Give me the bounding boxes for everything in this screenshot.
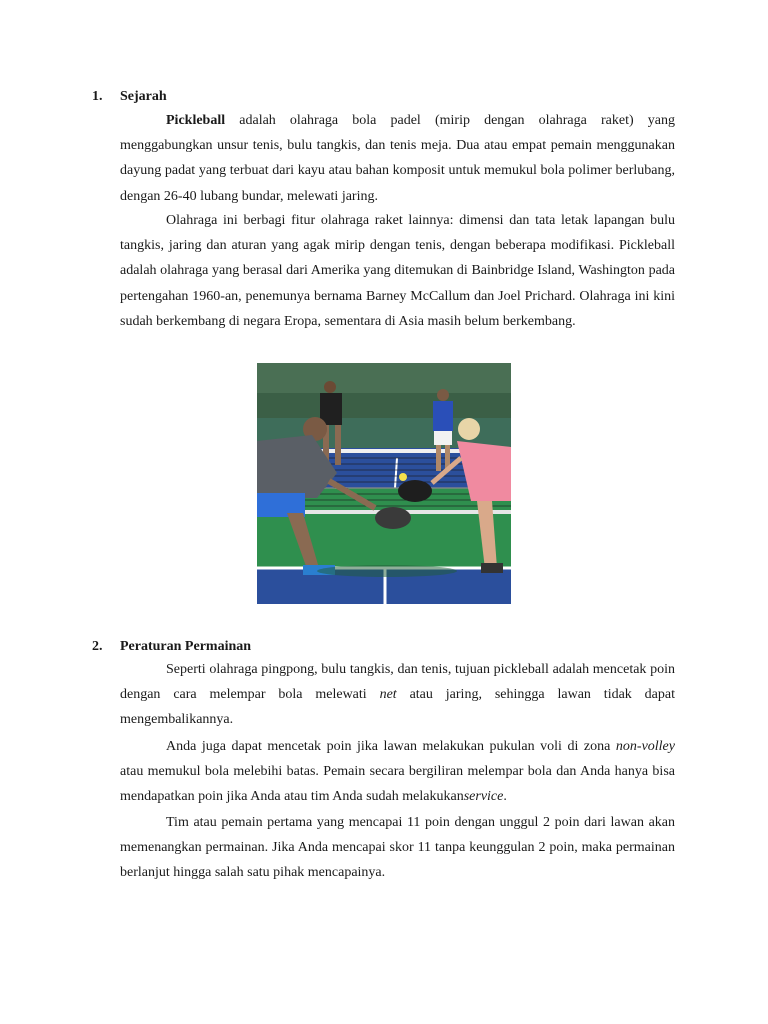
section-number: 1. xyxy=(92,89,103,104)
paragraph-sejarah-2: Olahraga ini berbagi fitur olahraga raket lainnya: dimensi dan tata letak lapangan bulu tangkis, jaring dan aturan yang agak mirip dengan tenis, dengan beberapa modifikasi. Pickleball adalah olahraga yang berasal dari Amerika yang ditemukan di Bainbridge Island, Washington pada pertengahan 1960-an, penemunya bernama Barney McCallum dan Joel Prichard. Olahraga ini kini sudah berkembang di negara Eropa, sementara di Asia masih belum berkembang. xyxy=(120,213,675,329)
paragraph-peraturan-3: Tim atau pemain pertama yang mencapai 11 poin dengan unggul 2 poin dari lawan akan memenangkan permainan. Jika Anda mencapai skor 11 tanpa keunggulan 2 poin, maka permainan berlanjut hingga salah satu pihak mencapainya. xyxy=(120,815,675,881)
italic-term: non-volley xyxy=(615,739,675,754)
section-heading-sejarah xyxy=(92,88,167,106)
paragraph-text: . xyxy=(503,789,507,805)
paragraph-text: adalah olahraga bola padel (mirip dengan olahraga raket) yang menggabungkan unsur tenis, bulu tangkis, dan tenis meja. Dua atau empat pemain menggunakan dayung padat yang terbuat dari kayu atau bahan komposit untuk memukul bola polimer berlubang, dengan 26-40 lubang bundar, melewati jaring. xyxy=(120,113,675,204)
bold-term: Pickleball xyxy=(166,113,226,128)
italic-term: service xyxy=(463,789,504,805)
italic-term: net xyxy=(379,687,397,703)
photo-illustration xyxy=(257,363,511,604)
section-number: 2. xyxy=(92,639,103,654)
pickleball-players-photo xyxy=(257,363,511,604)
paragraph-text: Seperti olahraga pingpong, bulu tangkis, dan tenis, tujuan pickleball adalah mencetak poin dengan cara melempar bola melewati xyxy=(120,662,675,703)
paragraph-text: Anda juga dapat mencetak poin jika lawan melakukan pukulan voli di zona xyxy=(166,739,616,754)
paragraph-peraturan-2 xyxy=(120,734,675,810)
section-title: Peraturan Permainan xyxy=(120,639,252,654)
section-heading-peraturan xyxy=(92,638,251,656)
paragraph-text: atau jaring, sehingga lawan tidak dapat mengembalikannya. xyxy=(120,687,675,728)
paragraph-text: atau memukul bola melebihi batas. Pemain secara bergiliran melempar bola dan Anda hanya bisa mendapatkan poin jika Anda atau tim Anda sudah melakukan xyxy=(120,764,675,805)
section-title: Sejarah xyxy=(120,89,167,104)
paragraph-peraturan-1 xyxy=(120,657,675,733)
paragraph-sejarah-1 xyxy=(120,108,675,209)
